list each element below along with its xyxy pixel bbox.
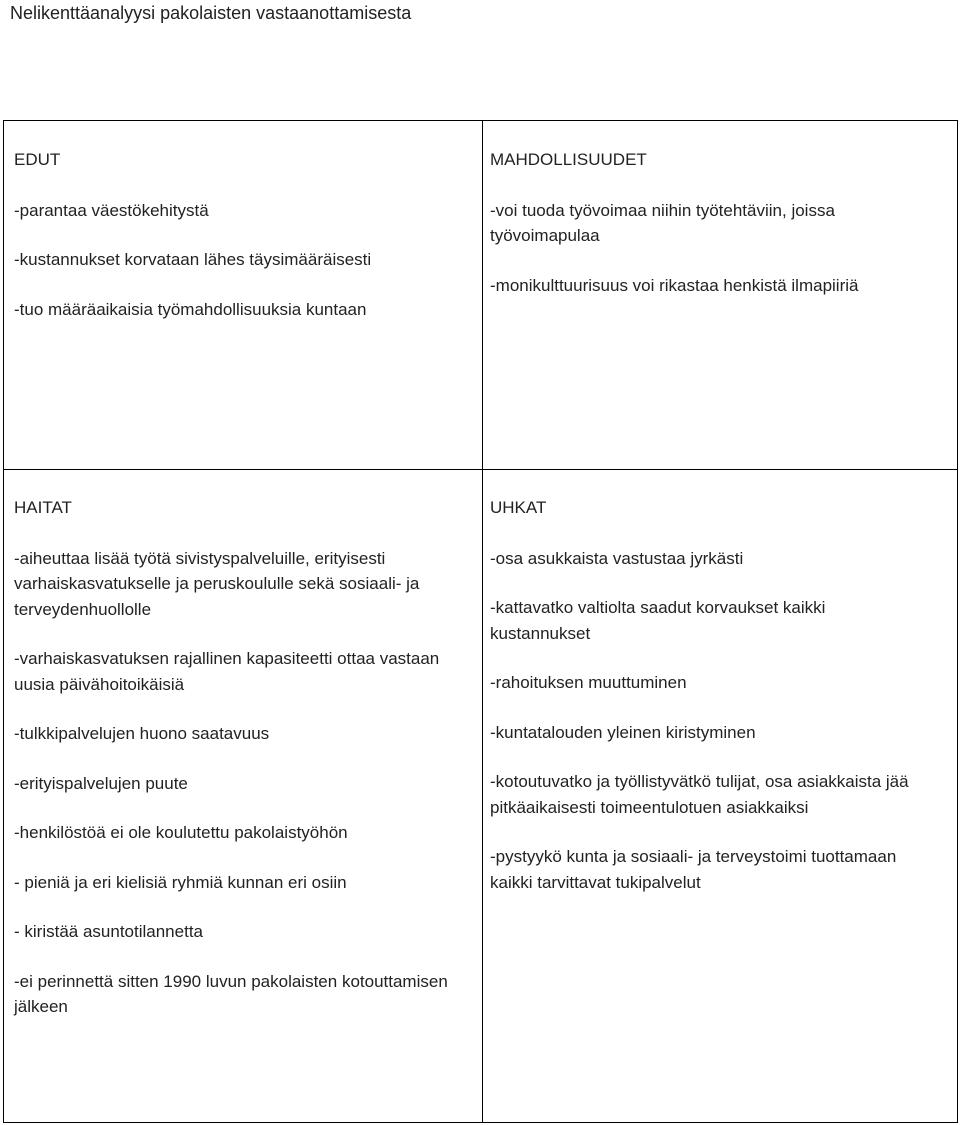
threats-heading: UHKAT	[490, 498, 547, 517]
swot-table	[3, 120, 958, 1123]
threats-item: -kotoutuvatko ja työllistyvätkö tulijat, osa asiakkaista jää pitkäaikaisesti toimeentulotuen asiakkaiksi	[490, 772, 909, 817]
threats-item: -pystyykö kunta ja sosiaali- ja terveystoimi tuottamaan kaikki tarvittavat tukipalvelut	[490, 847, 897, 892]
weaknesses-item: -aiheuttaa lisää työtä sivistyspalveluille, erityisesti varhaiskasvatukselle ja peruskoululle sekä sosiaali- ja terveydenhuollolle	[14, 548, 420, 619]
weaknesses-item: -erityispalvelujen puute	[14, 773, 188, 793]
opportunities-cell	[490, 147, 945, 322]
strengths-item: -parantaa väestökehitystä	[14, 200, 209, 220]
threats-cell	[490, 495, 910, 919]
strengths-cell	[14, 147, 469, 346]
weaknesses-item: -henkilöstöä ei ole koulutettu pakolaistyöhön	[14, 823, 348, 842]
weaknesses-cell	[14, 495, 466, 1044]
threats-item: -kuntatalouden yleinen kiristyminen	[490, 722, 756, 742]
weaknesses-heading: HAITAT	[14, 498, 72, 517]
opportunities-item: -voi tuoda työvoimaa niihin työtehtäviin, joissa työvoimapulaa	[490, 200, 835, 245]
weaknesses-item: - pieniä ja eri kielisiä ryhmiä kunnan eri osiin	[14, 872, 347, 892]
opportunities-heading: MAHDOLLISUUDET	[490, 150, 647, 169]
document-title: Nelikenttäanalyysi pakolaisten vastaanottamisesta	[10, 3, 412, 23]
threats-item: -rahoituksen muuttuminen	[490, 673, 687, 692]
threats-item: -kattavatko valtiolta saadut korvaukset kaikki kustannukset	[490, 598, 826, 643]
strengths-heading: EDUT	[14, 150, 61, 169]
strengths-item: -tuo määräaikaisia työmahdollisuuksia kuntaan	[14, 299, 367, 319]
weaknesses-item: -varhaiskasvatuksen rajallinen kapasiteetti ottaa vastaan uusia päivähoitoikäisiä	[14, 649, 440, 694]
threats-item: -osa asukkaista vastustaa jyrkästi	[490, 548, 744, 568]
weaknesses-item: -ei perinnettä sitten 1990 luvun pakolaisten kotouttamisen jälkeen	[14, 971, 448, 1016]
weaknesses-item: - kiristää asuntotilannetta	[14, 922, 203, 941]
strengths-item: -kustannukset korvataan lähes täysimääräisesti	[14, 250, 372, 269]
row-divider	[4, 469, 957, 470]
weaknesses-item: -tulkkipalvelujen huono saatavuus	[14, 724, 270, 743]
opportunities-item: -monikulttuurisuus voi rikastaa henkistä ilmapiiriä	[490, 275, 859, 295]
column-divider	[482, 121, 483, 1122]
